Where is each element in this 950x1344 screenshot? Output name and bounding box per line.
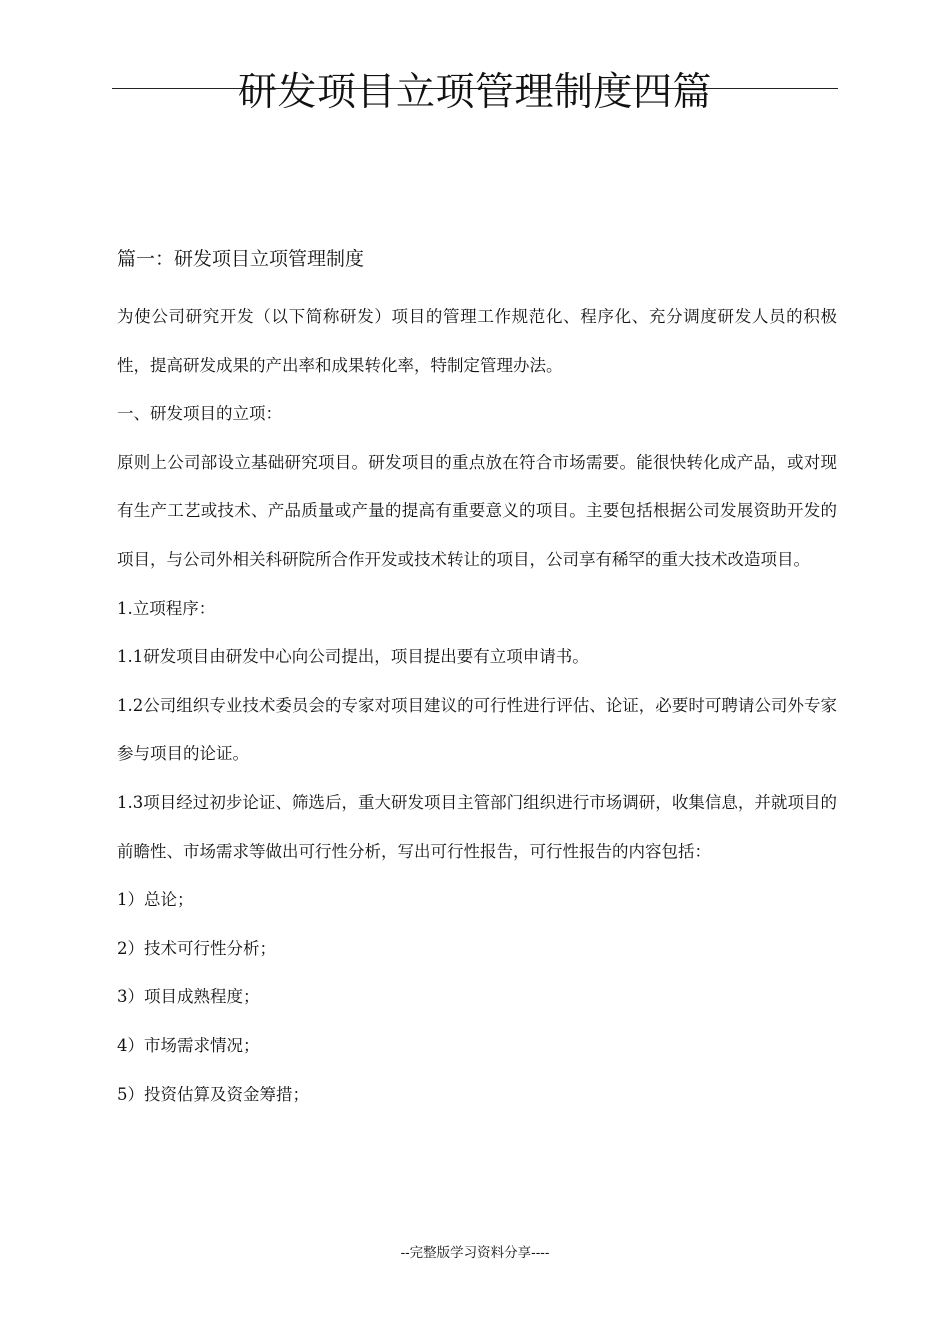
intro-paragraph: 为使公司研究开发（以下简称研发）项目的管理工作规范化、程序化、充分调度研发人员的积极性，提高研发成果的产出率和成果转化率，特制定管理办法。	[117, 307, 837, 375]
subsection-heading-procedure: 1.立项程序：	[117, 598, 216, 618]
chapter-heading: 篇一：研发项目立项管理制度	[117, 248, 365, 270]
list-item-4: 4）市场需求情况；	[117, 1035, 260, 1055]
list-item-1: 1）总论；	[117, 890, 194, 910]
page-footer: --完整版学习资料分享----	[400, 1245, 550, 1261]
list-item-3: 3）项目成熟程度；	[117, 987, 260, 1007]
procedure-item-1-2: 1.2公司组织专业技术委员会的专家对项目建议的可行性进行评估、论证，必要时可聘请公司外专家参与项目的论证。	[117, 695, 837, 764]
procedure-item-1-1: 1.1研发项目由研发中心向公司提出，项目提出要有立项申请书。	[117, 647, 589, 667]
section-heading-project-initiation: 一、研发项目的立项：	[117, 404, 282, 424]
document-title: 研发项目立项管理制度四篇	[237, 70, 712, 115]
list-item-2: 2）技术可行性分析；	[117, 938, 276, 958]
procedure-item-1-3: 1.3项目经过初步论证、筛选后，重大研发项目主管部门组织进行市场调研，收集信息，并就项目的前瞻性、市场需求等做出可行性分析，写出可行性报告，可行性报告的内容包括：	[117, 792, 837, 861]
principle-paragraph: 原则上公司部设立基础研究项目。研发项目的重点放在符合市场需要。能很快转化成产品，或对现有生产工艺或技术、产品质量或产量的提高有重要意义的项目。主要包括根据公司发展资助开发的项目，与公司外相关科研院所合作开发或技术转让的项目，公司享有稀罕的重大技术改造项目。	[117, 452, 837, 569]
list-item-5: 5）投资估算及资金筹措；	[117, 1084, 309, 1104]
document-body	[117, 237, 837, 1119]
